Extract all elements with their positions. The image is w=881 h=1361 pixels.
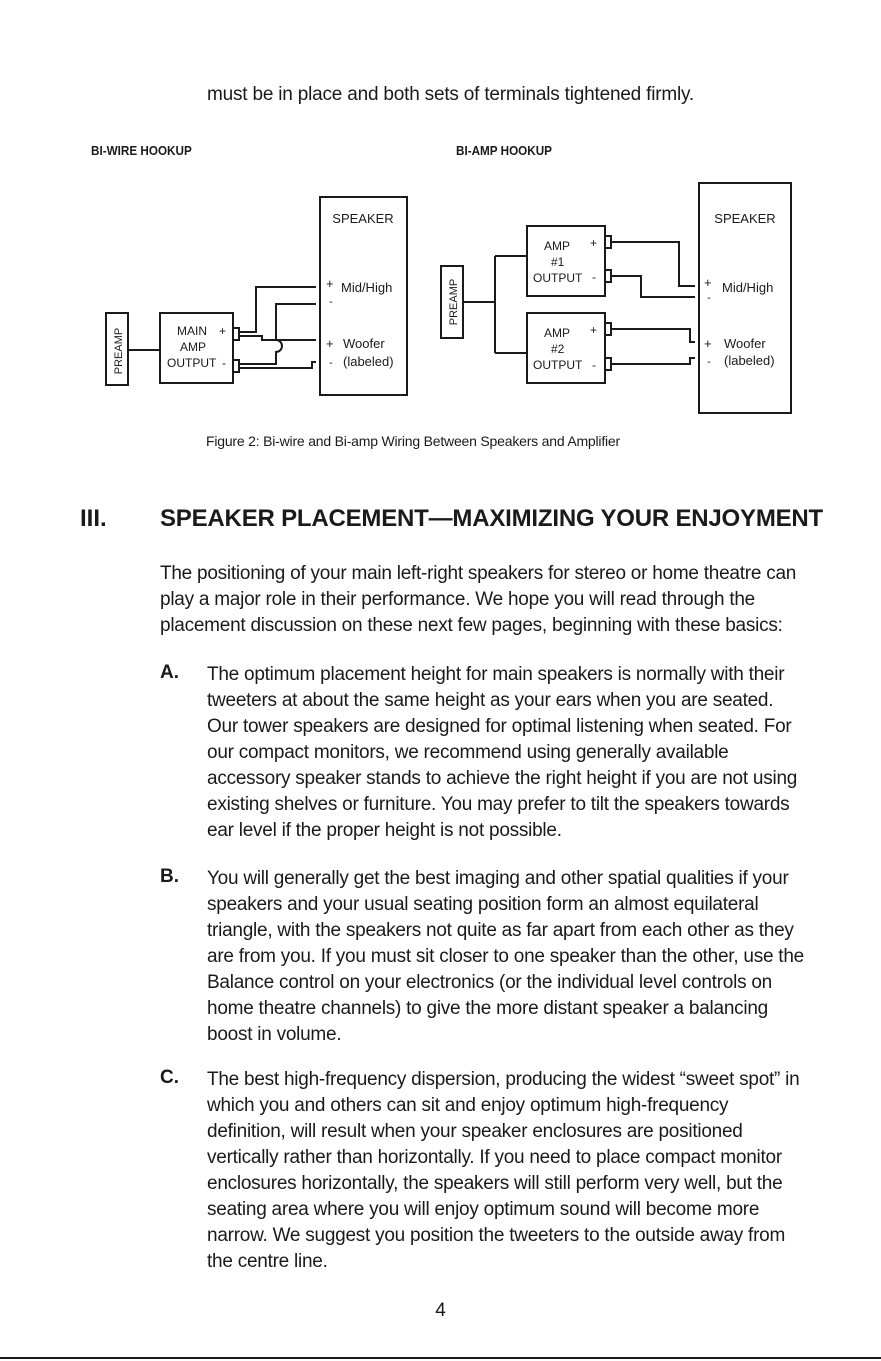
biamp-speaker-label: SPEAKER — [714, 211, 776, 226]
figure-caption: Figure 2: Bi-wire and Bi-amp Wiring Between Speakers and Amplifier — [206, 433, 620, 449]
item-letter-c: C. — [160, 1067, 179, 1088]
biwire-amp-line2: AMP — [180, 340, 207, 354]
biamp-amp2-line3: OUTPUT — [533, 358, 583, 372]
biwire-amp-line1: MAIN — [177, 324, 207, 338]
biwire-speaker-label: SPEAKER — [332, 211, 394, 226]
biamp-amp2-line1: AMP — [544, 326, 571, 340]
wiring-diagrams — [0, 170, 881, 420]
section-number: III. — [80, 505, 107, 532]
biamp-amp1-minus: - — [592, 270, 596, 284]
lead-line: must be in place and both sets of terminals tightened firmly. — [207, 84, 694, 105]
page-number: 4 — [435, 1300, 446, 1321]
biamp-woofer-label: Woofer — [724, 336, 766, 351]
biamp-preamp-label: PREAMP — [448, 278, 460, 326]
biamp-woofer-minus: - — [707, 356, 711, 368]
biamp-woofer-plus: + — [704, 336, 712, 351]
item-text-a: The optimum placement height for main speakers is normally with their tweeters at about the same height as your ears when you are seated. Our tower speakers are designed for optimal listening when seated. For our compact monitors, we recommend using generally available accessory speaker stands to achieve the right height if you are not using existing shelves or furniture. You may prefer to tilt the speakers towards ear level if the proper height is not possible. — [207, 664, 798, 841]
section-title: SPEAKER PLACEMENT—MAXIMIZING YOUR ENJOYMENT — [160, 505, 824, 532]
biwire-midhigh-minus: - — [329, 296, 333, 308]
item-letter-b: B. — [160, 866, 179, 887]
biwire-amp-plus: + — [219, 324, 227, 338]
biamp-amp1-line1: AMP — [544, 239, 571, 253]
biamp-labeled: (labeled) — [724, 353, 775, 368]
biamp-midhigh-plus: + — [704, 275, 712, 290]
section-intro: The positioning of your main left-right speakers for stereo or home theatre can play a major role in their performance. We hope you will read through the placement discussion on these next few pages, beginning with these basics: — [160, 563, 797, 636]
biwire-woofer-minus: - — [329, 357, 333, 369]
biamp-heading: BI-AMP HOOKUP — [456, 143, 552, 158]
biwire-midhigh-label: Mid/High — [341, 280, 393, 295]
item-text-b: You will generally get the best imaging and other spatial qualities if your speakers and your usual seating position form an almost equilateral triangle, with the speakers not quite as far apart from each other as they are from you. If you must sit closer to one speaker than the other, use the Balance control on your electronics (or the individual level controls on home theatre channels) to give the more distant speaker a balancing boost in volume. — [207, 868, 804, 1045]
biamp-amp2-plus: + — [590, 323, 598, 337]
biamp-amp2-minus: - — [592, 358, 596, 372]
biwire-midhigh-plus: + — [326, 276, 334, 291]
biwire-labeled: (labeled) — [343, 354, 394, 369]
biamp-midhigh-minus: - — [707, 292, 711, 304]
biamp-amp1-line2: #1 — [551, 255, 565, 269]
biamp-amp1-line3: OUTPUT — [533, 271, 583, 285]
biwire-woofer-label: Woofer — [343, 336, 385, 351]
biwire-heading: BI-WIRE HOOKUP — [91, 143, 192, 158]
biwire-amp-minus: - — [222, 356, 226, 370]
biwire-woofer-plus: + — [326, 336, 334, 351]
biwire-preamp-label: PREAMP — [113, 327, 125, 375]
item-letter-a: A. — [160, 662, 179, 683]
biwire-amp-line3: OUTPUT — [167, 356, 217, 370]
biamp-amp1-plus: + — [590, 236, 598, 250]
biamp-amp2-line2: #2 — [551, 342, 565, 356]
item-text-c: The best high-frequency dispersion, producing the widest “sweet spot” in which you and others can sit and enjoy optimum high-frequency definition, will result when your speaker enclosures are positioned vertically rather than horizontally. If you need to place compact monitor enclosures horizontally, the speakers will still perform very well, but the seating area where you will enjoy optimum sound will become more narrow. We suggest you position the tweeters to the outside away from the centre line. — [207, 1069, 800, 1272]
biamp-midhigh-label: Mid/High — [722, 280, 774, 295]
bottom-rule — [0, 1357, 881, 1359]
